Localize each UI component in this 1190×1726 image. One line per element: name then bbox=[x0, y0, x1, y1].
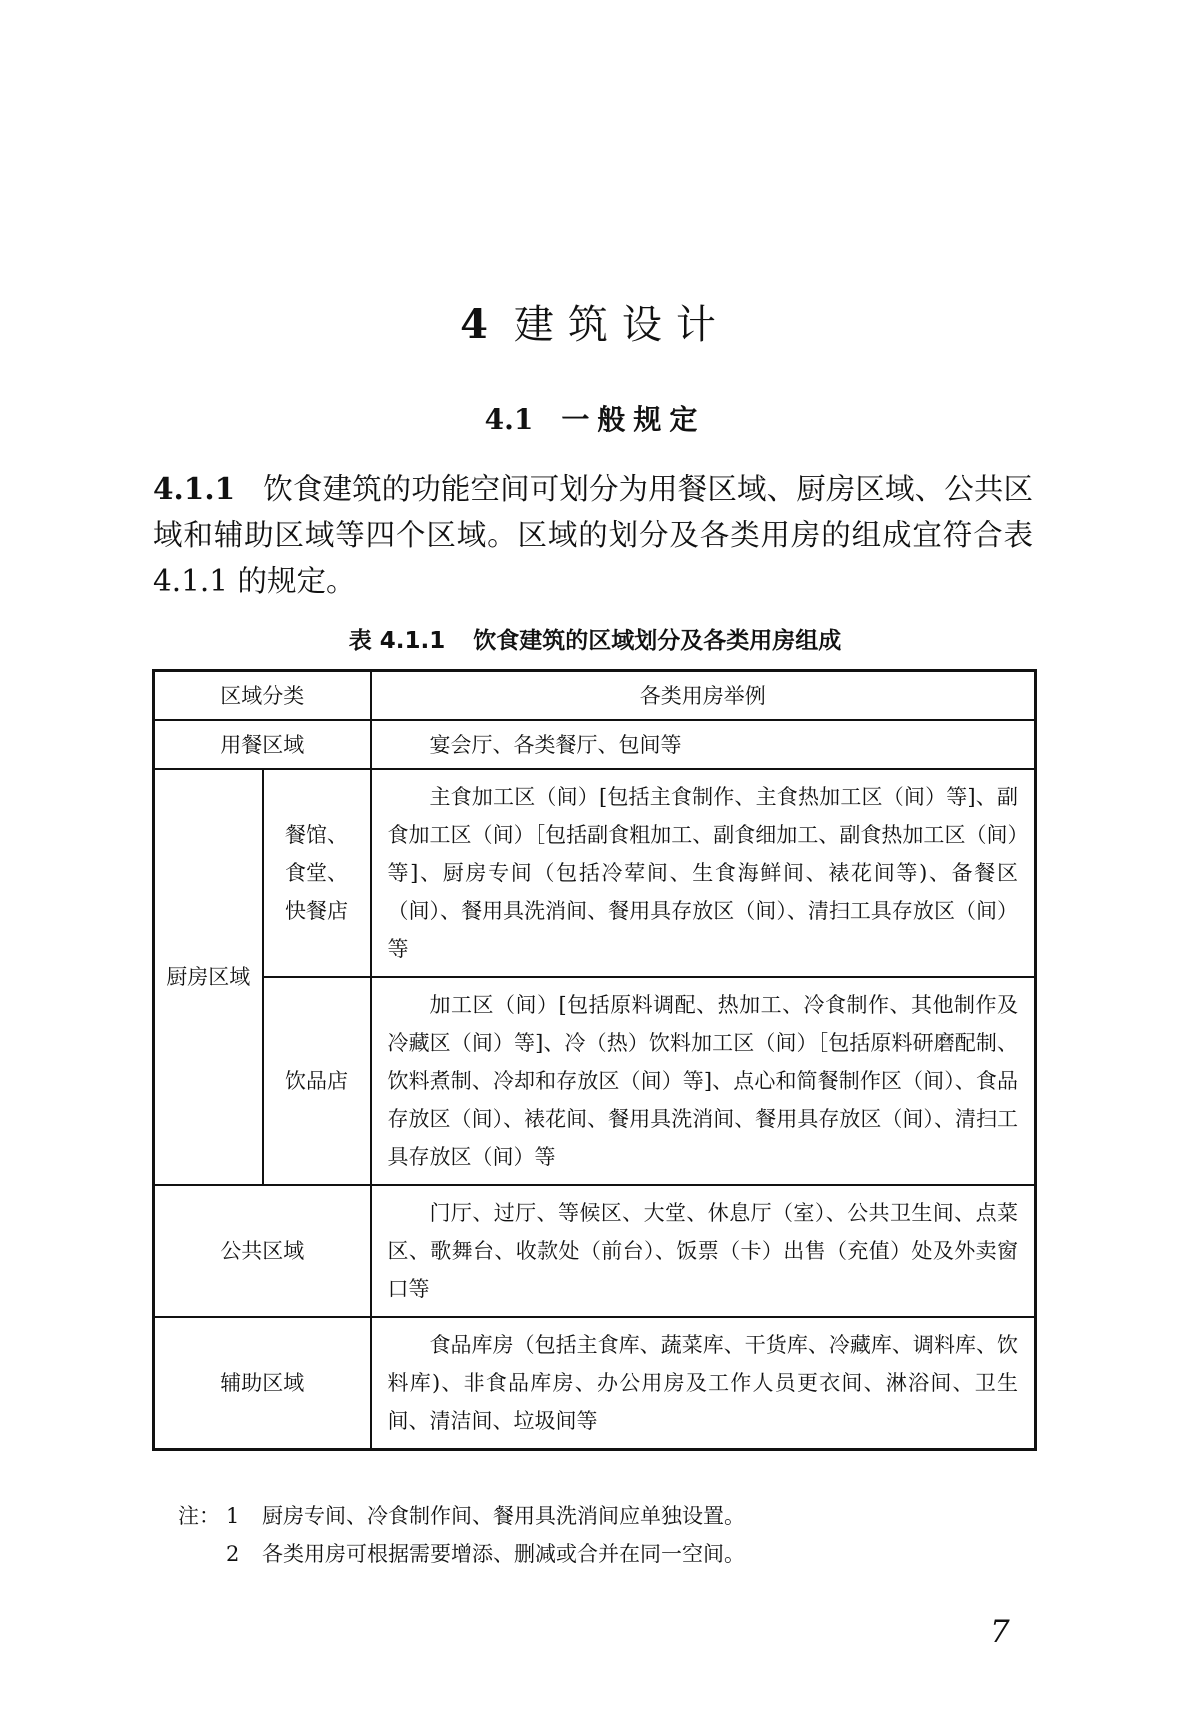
examples-dining: 宴会厅、各类餐厅、包间等 bbox=[371, 720, 1036, 769]
table-caption-title: 饮食建筑的区域划分及各类用房组成 bbox=[473, 628, 842, 654]
zone-auxiliary: 辅助区域 bbox=[154, 1317, 371, 1450]
table-header-row bbox=[154, 671, 1036, 721]
zone-public: 公共区域 bbox=[154, 1185, 371, 1317]
kitchen-type-line: 餐馆、 bbox=[285, 823, 348, 847]
note-index: 1 bbox=[226, 1504, 240, 1528]
zone-dining: 用餐区域 bbox=[154, 720, 371, 769]
kitchen-type-restaurant bbox=[263, 769, 371, 977]
kitchen-type-line: 食堂、 bbox=[285, 861, 348, 885]
table-caption-number: 表 4.1.1 bbox=[348, 628, 446, 654]
header-zone-category: 区域分类 bbox=[154, 671, 371, 721]
clause-number: 4.1.1 bbox=[153, 471, 236, 506]
note-text: 各类用房可根据需要增添、删减或合并在同一空间。 bbox=[262, 1542, 745, 1566]
table-row-dining bbox=[154, 720, 1036, 769]
notes-lead: 注： bbox=[178, 1504, 220, 1528]
table-notes bbox=[178, 1497, 745, 1573]
table-row-auxiliary bbox=[154, 1317, 1036, 1450]
chapter-title bbox=[0, 297, 1190, 353]
note-line bbox=[178, 1497, 745, 1535]
clause-paragraph bbox=[153, 466, 1033, 604]
table-row-kitchen-drinks bbox=[154, 977, 1036, 1185]
header-room-examples: 各类用房举例 bbox=[371, 671, 1036, 721]
kitchen-type-line: 快餐店 bbox=[285, 899, 348, 923]
zone-table bbox=[152, 669, 1037, 1451]
chapter-title-text: 建筑设计 bbox=[513, 302, 730, 348]
examples-kitchen-drinks: 加工区（间）[包括原料调配、热加工、冷食制作、其他制作及冷藏区（间）等]、冷（热）饮料加工区（间）［包括原料研磨配制、饮料煮制、冷却和存放区（间）等]、点心和简餐制作区（间）、食品存放区（间）、裱花间、餐用具洗消间、餐用具存放区（间）、清扫工具存放区（间）等 bbox=[371, 977, 1036, 1185]
section-number: 4.1 bbox=[484, 403, 534, 436]
table-row-kitchen-restaurant bbox=[154, 769, 1036, 977]
table-caption bbox=[0, 624, 1190, 658]
note-line bbox=[178, 1535, 745, 1573]
examples-public: 门厅、过厅、等候区、大堂、休息厅（室）、公共卫生间、点菜区、歌舞台、收款处（前台）、饭票（卡）出售（充值）处及外卖窗口等 bbox=[371, 1185, 1036, 1317]
note-text: 厨房专间、冷食制作间、餐用具洗消间应单独设置。 bbox=[262, 1504, 745, 1528]
section-title-text: 一般规定 bbox=[561, 403, 706, 436]
table-row-public bbox=[154, 1185, 1036, 1317]
section-title bbox=[0, 400, 1190, 440]
examples-kitchen-restaurant: 主食加工区（间）[包括主食制作、主食热加工区（间）等]、副食加工区（间）［包括副食粗加工、副食细加工、副食热加工区（间）等]、厨房专间（包括冷荤间、生食海鲜间、裱花间等)、备餐区（间）、餐用具洗消间、餐用具存放区（间）、清扫工具存放区（间）等 bbox=[371, 769, 1036, 977]
examples-auxiliary: 食品库房（包括主食库、蔬菜库、干货库、冷藏库、调料库、饮料库)、非食品库房、办公用房及工作人员更衣间、淋浴间、卫生间、清洁间、垃圾间等 bbox=[371, 1317, 1036, 1450]
chapter-number: 4 bbox=[460, 301, 488, 348]
zone-kitchen: 厨房区域 bbox=[154, 769, 263, 1185]
page-number: 7 bbox=[990, 1614, 1010, 1650]
clause-text: 饮食建筑的功能空间可划分为用餐区域、厨房区域、公共区域和辅助区域等四个区域。区域的划分及各类用房的组成宜符合表 4.1.1 的规定。 bbox=[153, 472, 1033, 598]
kitchen-type-drinks: 饮品店 bbox=[263, 977, 371, 1185]
note-index: 2 bbox=[226, 1542, 240, 1566]
